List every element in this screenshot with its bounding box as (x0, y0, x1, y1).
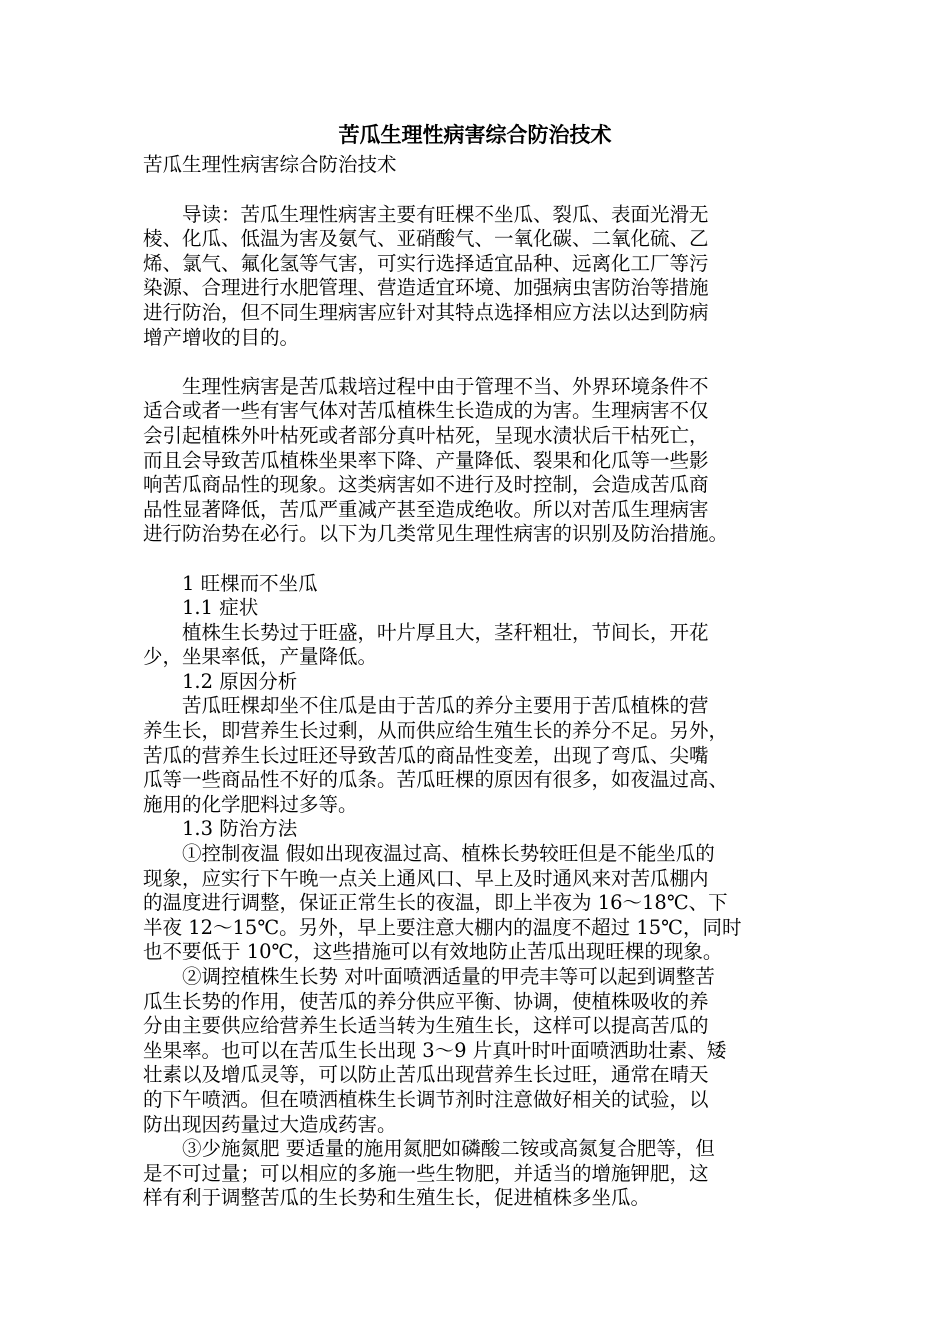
text-line: 烯、氯气、氟化氢等气害，可实行选择适宜品种、远离化工厂等污 (143, 251, 709, 275)
text-line: 1.2 原因分析 (143, 669, 298, 693)
document-subtitle: 苦瓜生理性病害综合防治技术 (143, 153, 397, 176)
spacer (143, 547, 807, 572)
document-body (143, 118, 807, 1211)
text-line: 增产增收的目的。 (143, 325, 300, 349)
text-line: 适合或者一些有害气体对苦瓜植株生长造成的为害。生理病害不仅 (143, 399, 709, 423)
text-line: ①控制夜温 假如出现夜温过高、植株长势较旺但是不能坐瓜的 (143, 842, 715, 866)
text-line: 壮素以及增瓜灵等，可以防止苦瓜出现营养生长过旺，通常在晴天 (143, 1063, 709, 1087)
text-line: ③少施氮肥 要适量的施用氮肥如磷酸二铵或高氮复合肥等，但 (143, 1137, 715, 1161)
text-line: 植株生长势过于旺盛，叶片厚且大，茎秆粗壮，节间长，开花 (143, 620, 709, 644)
text-line: 施用的化学肥料过多等。 (143, 792, 358, 816)
text-line: 进行防治，但不同生理病害应针对其特点选择相应方法以达到防病 (143, 300, 709, 324)
text-line: 养生长，即营养生长过剩，从而供应给生殖生长的养分不足。另外， (143, 719, 729, 743)
overview-paragraph (143, 375, 807, 547)
spacer (143, 350, 807, 375)
text-line: 进行防治势在必行。以下为几类常见生理性病害的识别及防治措施。 (143, 522, 729, 546)
text-line: 的下午喷洒。但在喷洒植株生长调节剂时注意做好相关的试验，以 (143, 1087, 709, 1111)
intro-paragraph (143, 203, 807, 351)
text-line: 生理性病害是苦瓜栽培过程中由于管理不当、外界环境条件不 (143, 374, 709, 398)
text-line: 会引起植株外叶枯死或者部分真叶枯死，呈现水渍状后干枯死亡， (143, 423, 709, 447)
text-line: 少，坐果率低，产量降低。 (143, 645, 378, 669)
text-line: 瓜等一些商品性不好的瓜条。苦瓜旺棵的原因有很多，如夜温过高、 (143, 768, 729, 792)
text-line: 导读：苦瓜生理性病害主要有旺棵不坐瓜、裂瓜、表面光滑无 (143, 202, 709, 226)
text-line: 瓜生长势的作用，使苦瓜的养分供应平衡、协调，使植株吸收的养 (143, 989, 709, 1013)
text-line: 1 旺棵而不坐瓜 (143, 571, 318, 595)
text-line: 坐果率。也可以在苦瓜生长出现 3～9 片真叶时叶面喷洒助壮素、矮 (143, 1038, 727, 1062)
spacer (143, 178, 807, 203)
text-line: 防出现因药量过大造成药害。 (143, 1112, 397, 1136)
text-line: 1.1 症状 (143, 596, 259, 620)
text-line: ②调控植株生长势 对叶面喷洒适量的甲壳丰等可以起到调整苦 (143, 965, 715, 988)
text-line: 响苦瓜商品性的现象。这类病害如不进行及时控制，会造成苦瓜商 (143, 473, 709, 497)
text-line: 棱、化瓜、低温为害及氨气、亚硝酸气、一氧化碳、二氧化硫、乙 (143, 227, 709, 251)
text-line: 半夜 12～15℃。另外，早上要注意大棚内的温度不超过 15℃，同时 (143, 915, 742, 939)
text-line: 的温度进行调整，保证正常生长的夜温，即上半夜为 16～18℃、下 (143, 891, 728, 915)
text-line: 苦瓜的营养生长过旺还导致苦瓜的商品性变差，出现了弯瓜、尖嘴 (143, 743, 709, 767)
text-line: 苦瓜旺棵却坐不住瓜是由于苦瓜的养分主要用于苦瓜植株的营 (143, 694, 709, 718)
text-line: 是不可过量；可以相应的多施一些生物肥，并适当的增施钾肥，这 (143, 1161, 709, 1185)
text-line: 而且会导致苦瓜植株坐果率下降、产量降低、裂果和化瓜等一些影 (143, 448, 709, 472)
document-title: 苦瓜生理性病害综合防治技术 (338, 123, 612, 147)
section-vigorous-growth-no-fruit (143, 572, 807, 1211)
text-line: 也不要低于 10℃，这些措施可以有效地防止苦瓜出现旺棵的现象。 (143, 940, 723, 964)
text-line: 样有利于调整苦瓜的生长势和生殖生长，促进植株多坐瓜。 (143, 1186, 651, 1210)
text-line: 1.3 防治方法 (143, 817, 298, 841)
text-line: 现象，应实行下午晚一点关上通风口、早上及时通风来对苦瓜棚内 (143, 866, 709, 890)
text-line: 分由主要供应给营养生长适当转为生殖生长，这样可以提高苦瓜的 (143, 1014, 709, 1038)
text-line: 品性显著降低，苦瓜严重减产甚至造成绝收。所以对苦瓜生理病害 (143, 497, 709, 521)
text-line: 染源、合理进行水肥管理、营造适宜环境、加强病虫害防治等措施 (143, 276, 709, 300)
